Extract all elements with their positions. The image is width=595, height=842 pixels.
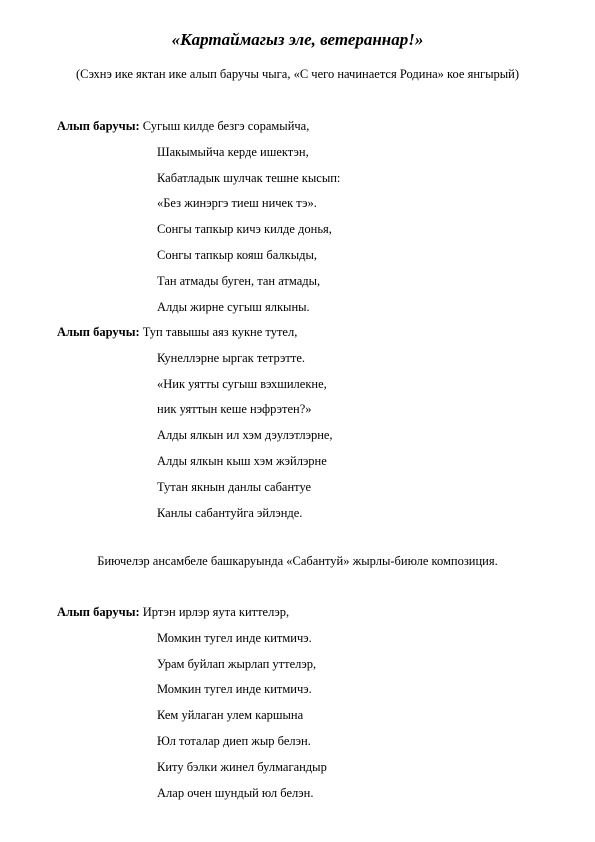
verse-line: Канлы сабантуйга эйлэнде. <box>157 505 303 520</box>
speaker-label: Алып баручы: <box>57 605 140 619</box>
verse-line: Алды ялкын ил хэм дэулэтлэрне, <box>157 428 333 443</box>
stanza-2 <box>57 320 333 526</box>
verse-line: Урам буйлап жырлап уттелэр, <box>157 656 317 671</box>
verse-line: Алар очен шундый юл белэн. <box>157 785 314 800</box>
verse-line: Алды жирне сугыш ялкыны. <box>157 299 310 314</box>
page-title: «Картаймагыз эле, ветераннар!» <box>171 30 424 49</box>
verse-line: Тутан якнын данлы сабантуе <box>157 479 312 494</box>
verse-line: Туп тавышы аяз кукне тутел, <box>139 325 298 339</box>
verse-line: «Без жинэргэ тиеш ничек тэ». <box>157 196 317 211</box>
stanza-first-line <box>57 600 327 626</box>
stanza-first-line <box>57 320 333 346</box>
stage-direction: (Сэхнэ ике яктан ике алып баручы чыга, «С чего начинается Родина» кое янгырый) <box>75 67 520 81</box>
verse-line: Кабатладык шулчак тешне кысып: <box>157 170 341 185</box>
verse-line: Сонгы тапкыр кояш балкыды, <box>157 247 318 262</box>
verse-line: Алды ялкын кыш хэм жэйлэрне <box>157 453 327 468</box>
stanza-3 <box>57 600 327 806</box>
verse-line: Иртэн ирлэр яута киттелэр, <box>139 605 290 619</box>
verse-line: Киту бэлки жинел булмагандыр <box>157 759 327 774</box>
verse-line: Юл тоталар диеп жыр белэн. <box>157 733 311 748</box>
speaker-label: Алып баручы: <box>57 325 140 339</box>
performance-note: Биючелэр ансамбеле башкаруында «Сабантуй» жырлы-биюле композиция. <box>97 554 498 568</box>
stanza-1 <box>57 114 340 320</box>
verse-line: Шакымыйча керде ишектэн, <box>157 144 309 159</box>
verse-line: Момкин тугел инде китмичэ. <box>157 682 312 697</box>
verse-line: Кем уйлаган улем каршына <box>157 708 304 723</box>
verse-line: Момкин тугел инде китмичэ. <box>157 630 312 645</box>
verse-line: Кунеллэрне ыргак тетрэтте. <box>157 350 306 365</box>
stanza-first-line <box>57 114 340 140</box>
verse-line: Сугыш килде безгэ сорамыйча, <box>139 119 310 133</box>
verse-line: ник уяттын кеше нэфрэтен?» <box>157 402 312 417</box>
verse-line: Сонгы тапкыр кичэ килде донья, <box>157 222 332 237</box>
speaker-label: Алып баручы: <box>57 119 140 133</box>
verse-line: «Ник уятты сугыш вэхшилекне, <box>157 376 327 391</box>
verse-line: Тан атмады буген, тан атмады, <box>157 273 321 288</box>
